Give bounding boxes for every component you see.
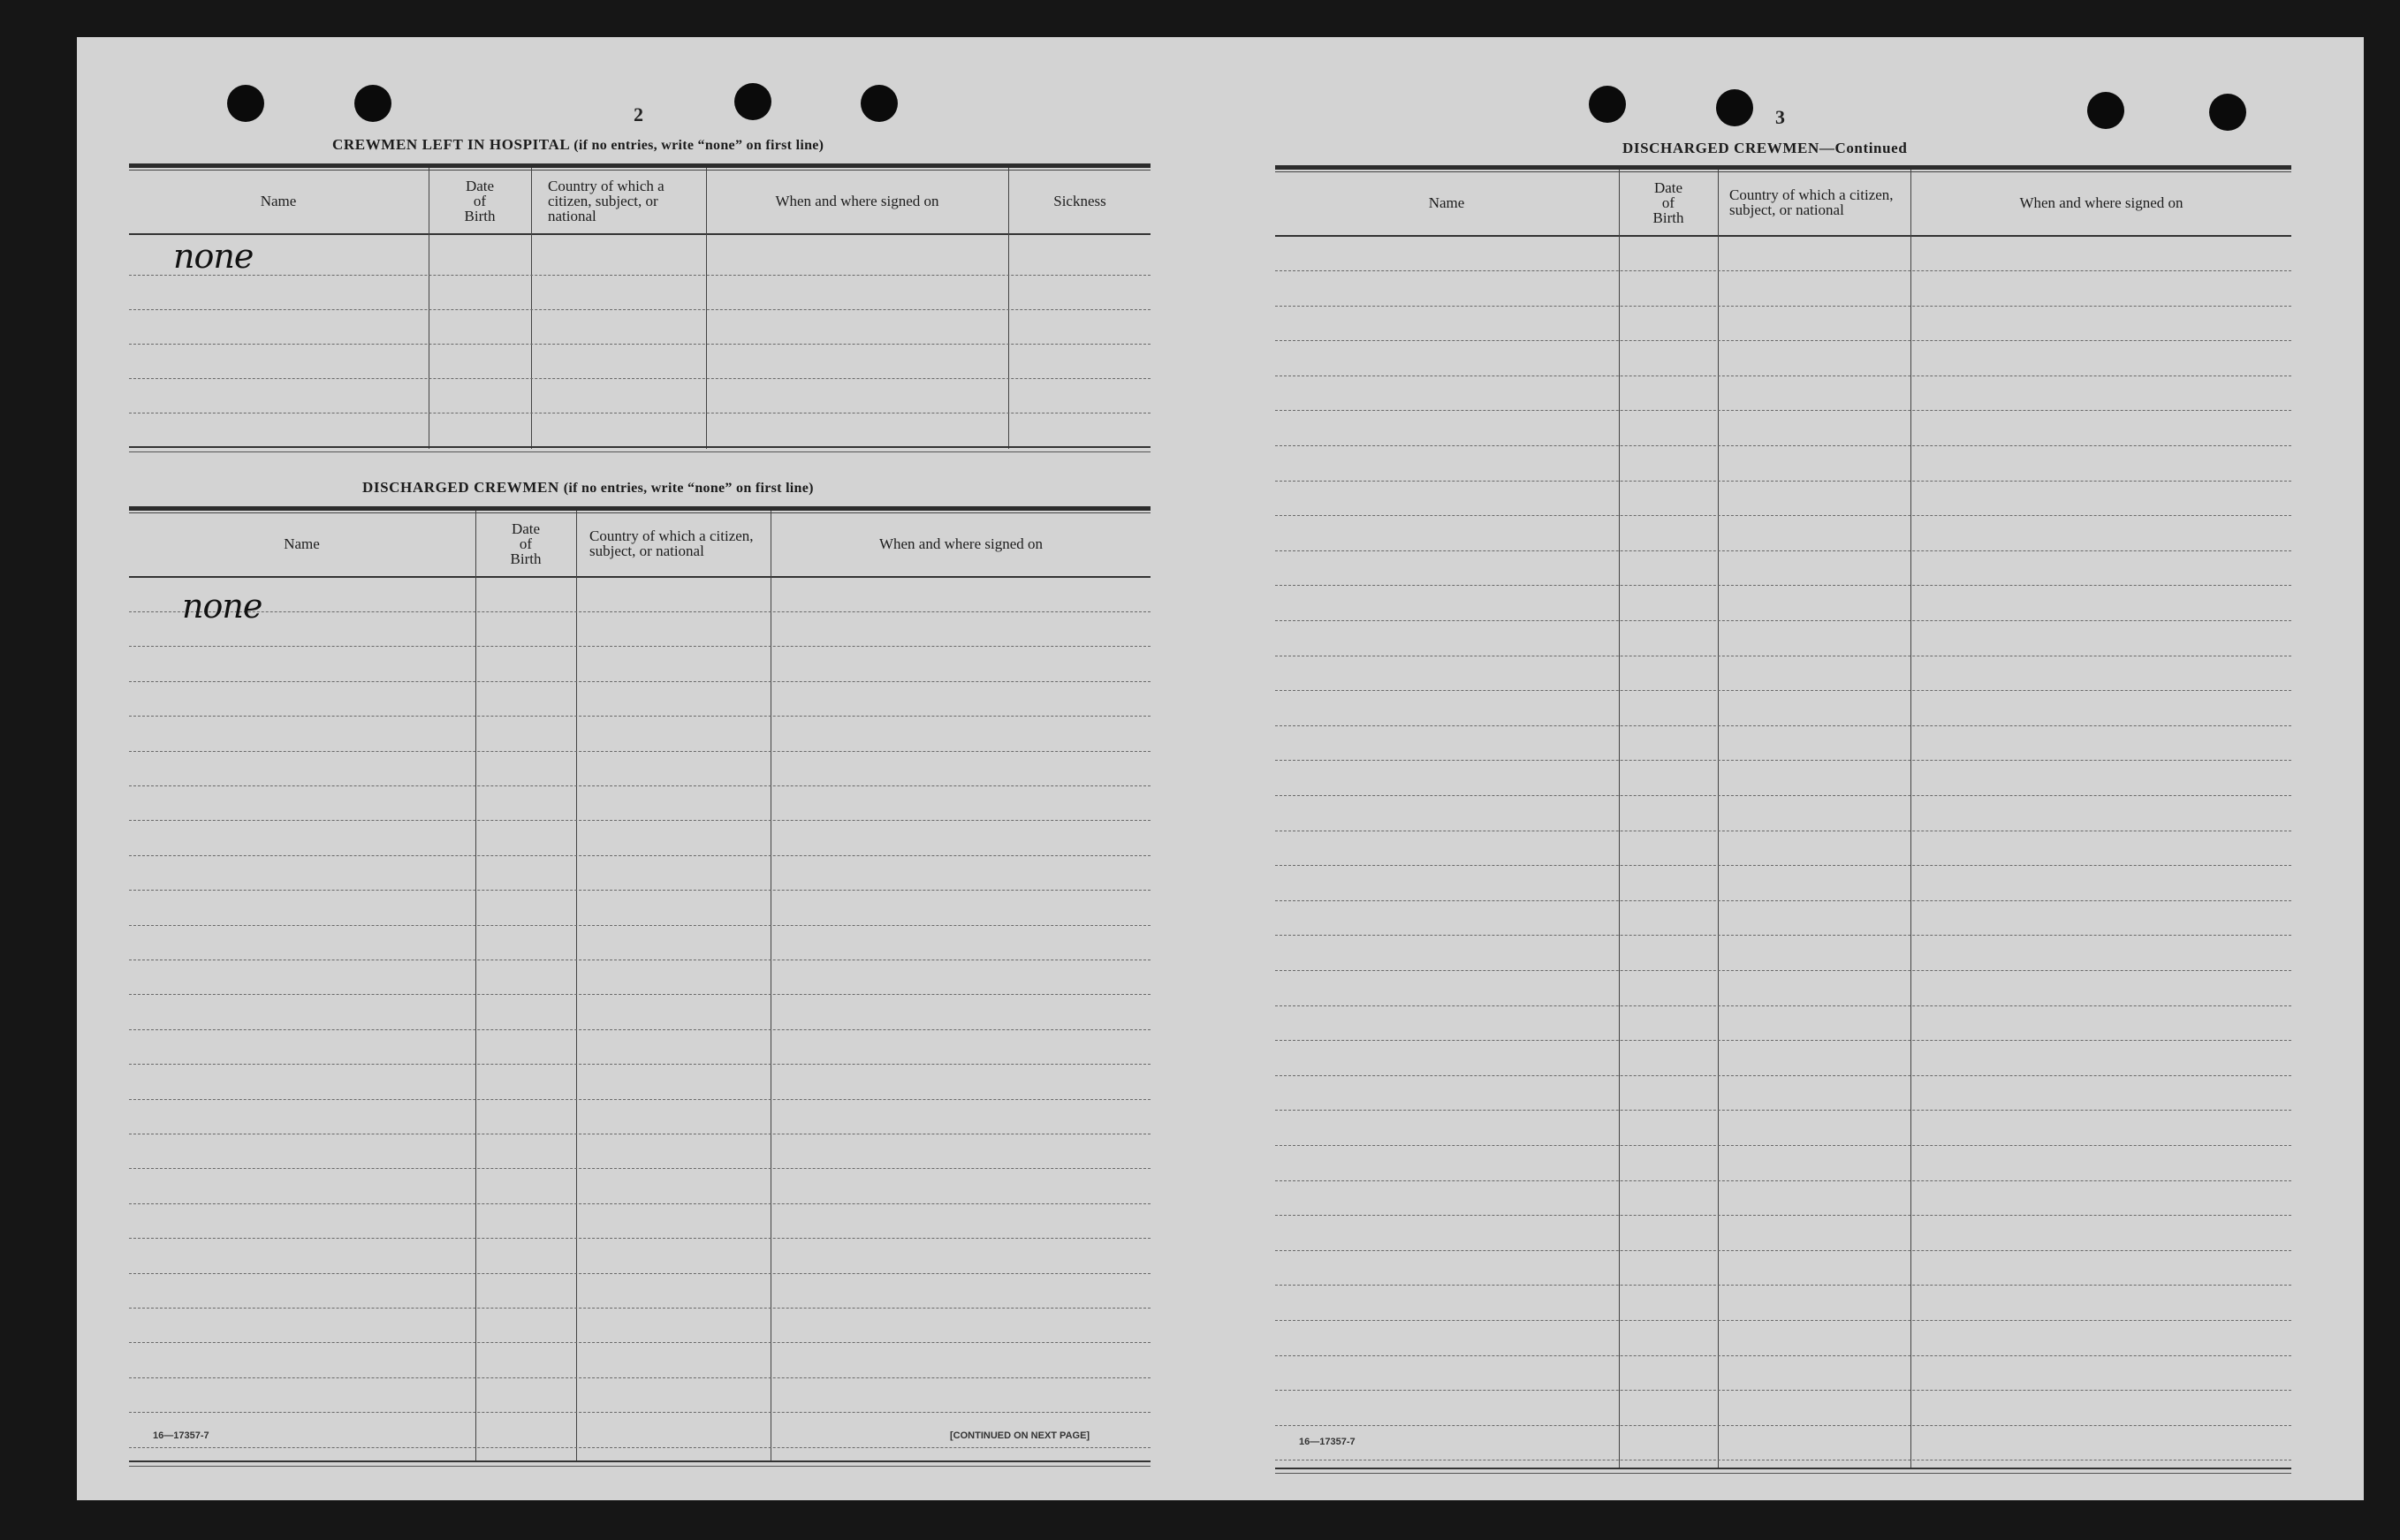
entry-line <box>129 1377 1151 1378</box>
entry-line <box>1275 585 2291 586</box>
entry-line <box>1275 690 2291 691</box>
column-divider <box>1619 170 1620 1468</box>
column-divider <box>1910 170 1911 1468</box>
discharged-section-title <box>362 479 814 497</box>
entry-line <box>1275 900 2291 901</box>
entry-line <box>129 611 1151 612</box>
discharged-title-note: (if no entries, write “none” on first line) <box>563 481 814 496</box>
column-header-name: Name <box>1428 193 1465 211</box>
table-bottom-rule <box>129 451 1151 452</box>
table-bottom-rule <box>129 446 1151 448</box>
entry-line <box>1275 1355 2291 1356</box>
entry-line <box>129 785 1151 786</box>
entry-line <box>1275 270 2291 271</box>
punch-hole <box>734 83 771 120</box>
entry-line <box>129 1238 1151 1239</box>
form-number: 16—17357-7 <box>1299 1437 1356 1447</box>
punch-hole <box>861 85 898 122</box>
entry-line <box>129 751 1151 752</box>
punch-hole <box>1716 89 1753 126</box>
continued-note: [CONTINUED ON NEXT PAGE] <box>950 1430 1090 1441</box>
column-header-country: Country of which a citizen, subject, or national <box>548 177 665 224</box>
entry-line <box>129 646 1151 647</box>
discharged-continued-table <box>1275 165 2291 1477</box>
entry-line <box>1275 481 2291 482</box>
entry-line <box>1275 1075 2291 1076</box>
entry-line <box>129 855 1151 856</box>
entry-line <box>129 890 1151 891</box>
column-header-country: Country of which a citizen, subject, or national <box>1729 186 1894 218</box>
punch-hole <box>354 85 391 122</box>
entry-line <box>1275 550 2291 551</box>
column-header-country: Country of which a citizen, subject, or national <box>589 527 754 559</box>
column-header-date-of-birth: Date of Birth <box>510 520 542 567</box>
entry-line <box>1275 1145 2291 1146</box>
entry-line <box>129 1412 1151 1413</box>
handwritten-entry-none: none <box>182 587 262 626</box>
entry-line <box>1275 1180 2291 1181</box>
header-rule <box>1275 235 2291 237</box>
entry-line <box>1275 1110 2291 1111</box>
entry-line <box>129 716 1151 717</box>
entry-line <box>1275 340 2291 341</box>
punch-hole <box>1589 86 1626 123</box>
punch-hole <box>227 85 264 122</box>
entry-line <box>129 1168 1151 1169</box>
entry-line <box>1275 760 2291 761</box>
discharged-continued-title: DISCHARGED CREWMEN—Continued <box>1622 140 1908 156</box>
entry-line <box>129 925 1151 926</box>
entry-line <box>129 1064 1151 1065</box>
column-header-name: Name <box>260 192 297 209</box>
entry-line <box>129 344 1151 345</box>
column-divider <box>531 168 532 449</box>
column-header-signed-on: When and where signed on <box>775 192 939 209</box>
entry-line <box>1275 306 2291 307</box>
entry-line <box>129 1342 1151 1343</box>
column-divider <box>475 511 476 1460</box>
entry-line <box>129 378 1151 379</box>
column-header-sickness: Sickness <box>1053 192 1106 209</box>
entry-line <box>1275 1250 2291 1251</box>
discharged-table <box>129 506 1151 1474</box>
hospital-table <box>129 163 1151 458</box>
entry-line <box>1275 935 2291 936</box>
entry-line <box>1275 515 2291 516</box>
column-header-signed-on: When and where signed on <box>2019 193 2184 211</box>
column-divider <box>576 511 577 1460</box>
entry-line <box>1275 1005 2291 1006</box>
table-bottom-rule <box>129 1466 1151 1467</box>
table-bottom-rule <box>1275 1468 2291 1469</box>
form-number: 16—17357-7 <box>153 1430 209 1441</box>
entry-line <box>129 1203 1151 1204</box>
entry-line <box>129 994 1151 995</box>
entry-line <box>1275 410 2291 411</box>
entry-line <box>1275 795 2291 796</box>
hospital-title-note: (if no entries, write “none” on first line) <box>573 138 824 153</box>
entry-line <box>1275 620 2291 621</box>
hospital-title-text: CREWMEN LEFT IN HOSPITAL <box>332 136 570 153</box>
entry-line <box>129 1308 1151 1309</box>
document-sheet <box>77 37 2364 1500</box>
entry-line <box>129 1273 1151 1274</box>
column-divider <box>706 168 707 449</box>
entry-line <box>129 309 1151 310</box>
header-rule <box>129 233 1151 235</box>
column-header-name: Name <box>284 535 320 552</box>
entry-line <box>1275 1215 2291 1216</box>
entry-line <box>1275 1040 2291 1041</box>
column-divider <box>1718 170 1719 1468</box>
discharged-title-text: DISCHARGED CREWMEN <box>362 479 559 496</box>
page-number: 3 <box>1775 106 1785 128</box>
punch-hole <box>2087 92 2124 129</box>
entry-line <box>129 1029 1151 1030</box>
hospital-section-title <box>332 136 824 154</box>
column-header-date-of-birth: Date of Birth <box>1652 178 1684 226</box>
header-rule <box>129 576 1151 578</box>
entry-line <box>1275 1320 2291 1321</box>
entry-line <box>129 275 1151 276</box>
entry-line <box>1275 970 2291 971</box>
punch-hole <box>2209 94 2246 131</box>
entry-line <box>129 1447 1151 1448</box>
entry-line <box>1275 725 2291 726</box>
column-header-signed-on: When and where signed on <box>878 535 1044 552</box>
page-number: 2 <box>634 103 643 125</box>
entry-line <box>1275 1425 2291 1426</box>
column-divider <box>1008 168 1009 449</box>
entry-line <box>129 681 1151 682</box>
handwritten-entry-none: none <box>173 237 254 276</box>
entry-line <box>1275 1390 2291 1391</box>
entry-line <box>129 820 1151 821</box>
entry-line <box>1275 865 2291 866</box>
table-bottom-rule <box>129 1460 1151 1462</box>
column-header-date-of-birth: Date of Birth <box>464 177 496 224</box>
table-bottom-rule <box>1275 1473 2291 1474</box>
entry-line <box>1275 445 2291 446</box>
entry-line <box>1275 1285 2291 1286</box>
entry-line <box>129 1099 1151 1100</box>
